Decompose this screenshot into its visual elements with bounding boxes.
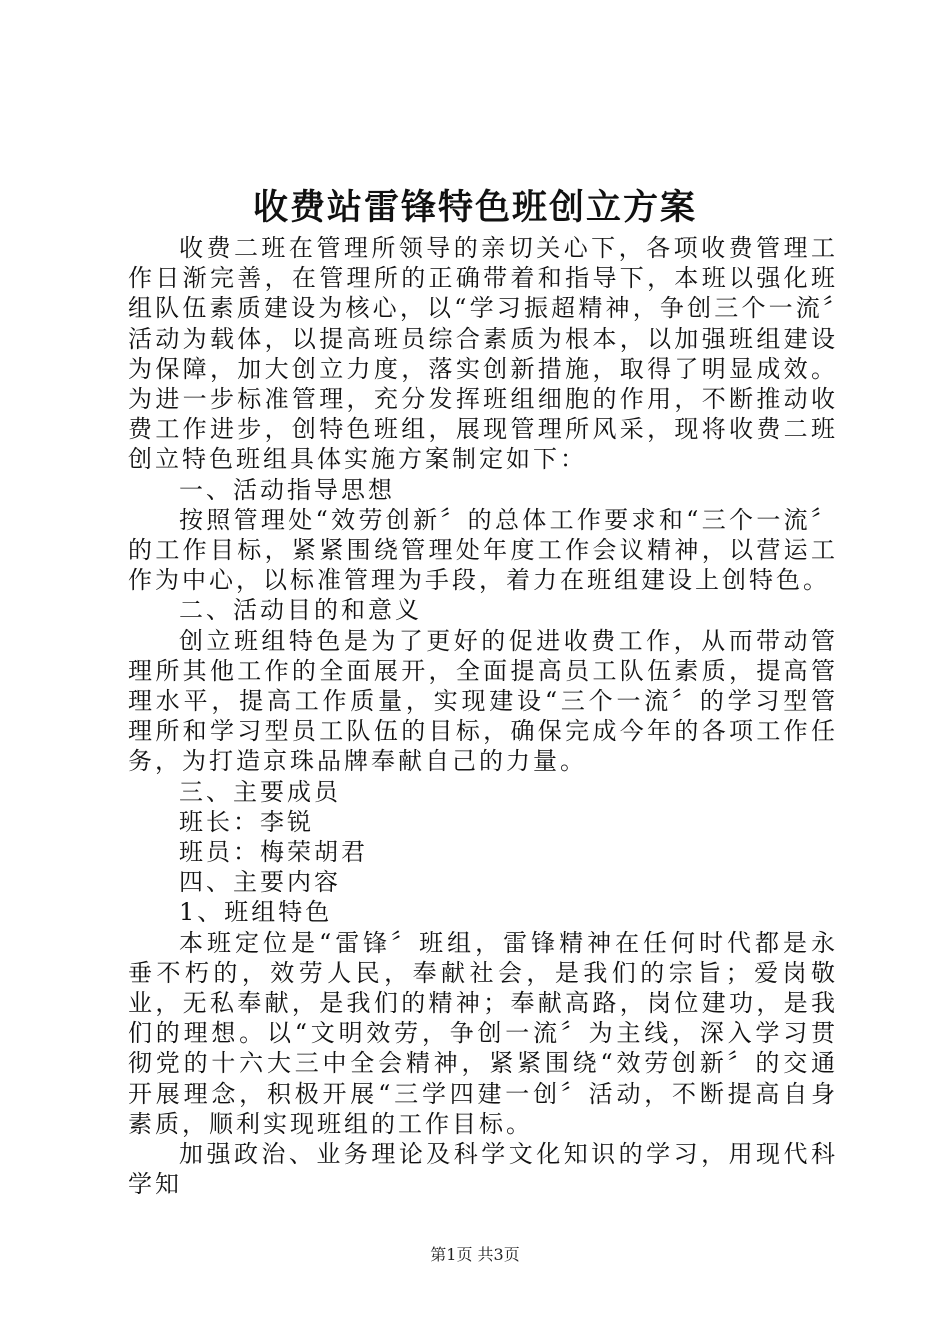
subsection-heading-team-feature: 1、班组特色 <box>179 898 333 927</box>
team-leader-line: 班长：李锐 <box>179 807 314 836</box>
section-heading-guiding-idea: 一、活动指导思想 <box>179 475 395 504</box>
team-feature-paragraph: 本班定位是“雷锋〞班组，雷锋精神在任何时代都是永垂不朽的，效劳人民，奉献社会，是我们的宗旨；爱岗敬业，无私奉献，是我们的精神；奉献高路，岗位建功，是我们的理想。以“文明效劳，争创一流〞为主线，深入学习贯彻党的十六大三中全会精神，紧紧围绕“效劳创新〞的交通开展理念，积极开展“三学四建一创〞活动，不断提高自身素质，顺利实现班组的工作目标。 <box>128 928 838 1138</box>
team-members-line: 班员：梅荣胡君 <box>179 838 368 867</box>
section-heading-members: 三、主要成员 <box>179 777 341 806</box>
document-body <box>128 233 838 1200</box>
study-paragraph: 加强政治、业务理论及科学文化知识的学习，用现代科学知 <box>128 1140 838 1199</box>
guiding-idea-paragraph: 按照管理处“效劳创新〞的总体工作要求和“三个一流〞的工作目标，紧紧围绕管理处年度工作会议精神，以营运工作为中心，以标准管理为手段，着力在班组建设上创特色。 <box>128 505 838 595</box>
section-heading-purpose: 二、活动目的和意义 <box>179 596 422 625</box>
intro-paragraph: 收费二班在管理所领导的亲切关心下，各项收费管理工作日渐完善，在管理所的正确带着和指导下，本班以强化班组队伍素质建设为核心，以“学习振超精神，争创三个一流〞活动为载体，以提高班员综合素质为根本，以加强班组建设为保障，加大创立力度，落实创新措施，取得了明显成效。为进一步标准管理，充分发挥班组细胞的作用，不断推动收费工作进步，创特色班组，展现管理所风采，现将收费二班创立特色班组具体实施方案制定如下： <box>128 234 838 474</box>
page-number-footer: 第1页 共3页 <box>430 1245 520 1264</box>
purpose-paragraph: 创立班组特色是为了更好的促进收费工作，从而带动管理所其他工作的全面展开，全面提高员工队伍素质，提高管理水平，提高工作质量，实现建设“三个一流〞的学习型管理所和学习型员工队伍的目标，确保完成今年的各项工作任务，为打造京珠品牌奉献自己的力量。 <box>128 626 838 776</box>
document-title: 收费站雷锋特色班创立方案 <box>252 187 697 228</box>
section-heading-content: 四、主要内容 <box>179 868 341 897</box>
